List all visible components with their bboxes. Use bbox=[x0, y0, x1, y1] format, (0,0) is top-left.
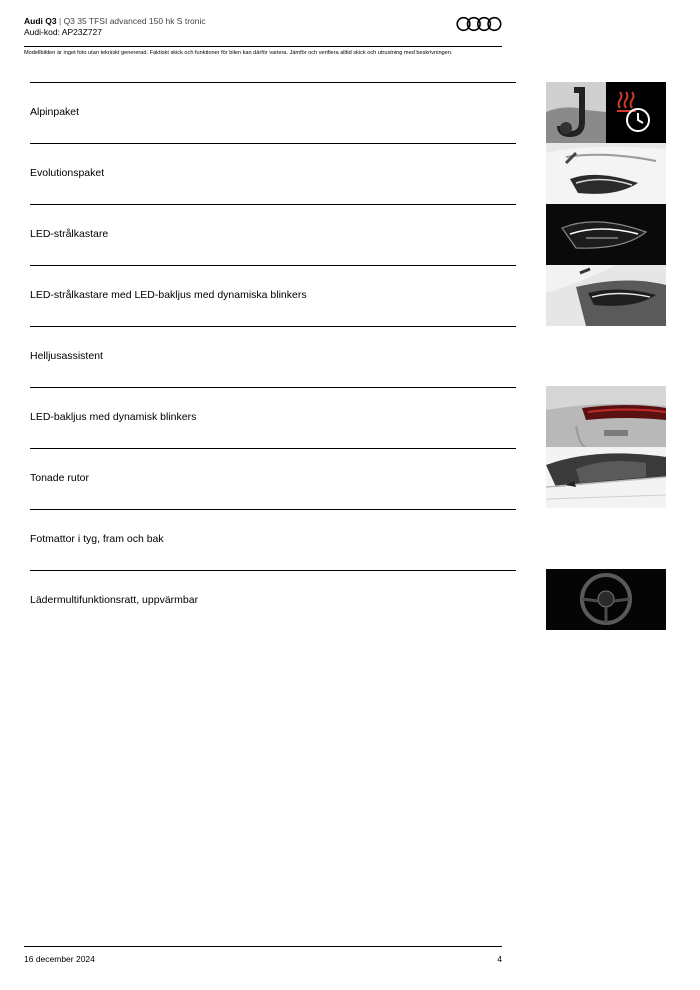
equipment-label: Tonade rutor bbox=[30, 472, 89, 484]
led-headlight-image bbox=[546, 204, 666, 265]
equipment-row bbox=[30, 509, 516, 570]
tow-hitch-heater-image bbox=[546, 82, 666, 143]
equipment-row bbox=[30, 143, 516, 204]
header-divider bbox=[24, 46, 502, 47]
page-number: 4 bbox=[497, 954, 502, 964]
equipment-row bbox=[30, 326, 516, 387]
equipment-label: Evolutionspaket bbox=[30, 167, 105, 179]
disclaimer-text: Modellbilden är inget foto utan tekniskt genererad. Faktiskt skick och funktioner för bilen kan därför variera. Jämför och verifiera alltid skick och utrustning med beskrivningen. bbox=[24, 50, 453, 56]
footer-date: 16 december 2024 bbox=[24, 954, 95, 964]
tinted-window-image bbox=[546, 447, 666, 508]
equipment-row bbox=[30, 570, 516, 631]
steering-wheel-image bbox=[546, 569, 666, 630]
model-name: Q3 35 TFSI advanced 150 hk S tronic bbox=[63, 16, 206, 26]
audi-rings-logo bbox=[456, 16, 502, 32]
equipment-row bbox=[30, 448, 516, 509]
brand-name: Audi Q3 bbox=[24, 16, 57, 26]
equipment-label: LED-strålkastare med LED-bakljus med dynamiska blinkers bbox=[30, 289, 307, 301]
equipment-row bbox=[30, 387, 516, 448]
equipment-label: Helljusassistent bbox=[30, 350, 103, 362]
equipment-label: Alpinpaket bbox=[30, 106, 80, 118]
audi-code: Audi-kod: AP23Z727 bbox=[24, 27, 102, 37]
page-header bbox=[24, 16, 502, 38]
equipment-row bbox=[30, 82, 516, 143]
equipment-label: Fotmattor i tyg, fram och bak bbox=[30, 533, 164, 545]
footer-divider bbox=[24, 946, 502, 947]
equipment-row bbox=[30, 265, 516, 326]
equipment-list bbox=[30, 82, 516, 631]
equipment-row bbox=[30, 204, 516, 265]
header-title bbox=[24, 16, 502, 27]
equipment-label: LED-strålkastare bbox=[30, 228, 109, 240]
rear-light-image bbox=[546, 386, 666, 447]
header-separator: | bbox=[58, 16, 62, 26]
headlight-image bbox=[546, 143, 666, 204]
equipment-label: Lädermultifunktionsratt, uppvärmbar bbox=[30, 594, 199, 606]
front-led-image bbox=[546, 265, 666, 326]
equipment-label: LED-bakljus med dynamisk blinkers bbox=[30, 411, 197, 423]
